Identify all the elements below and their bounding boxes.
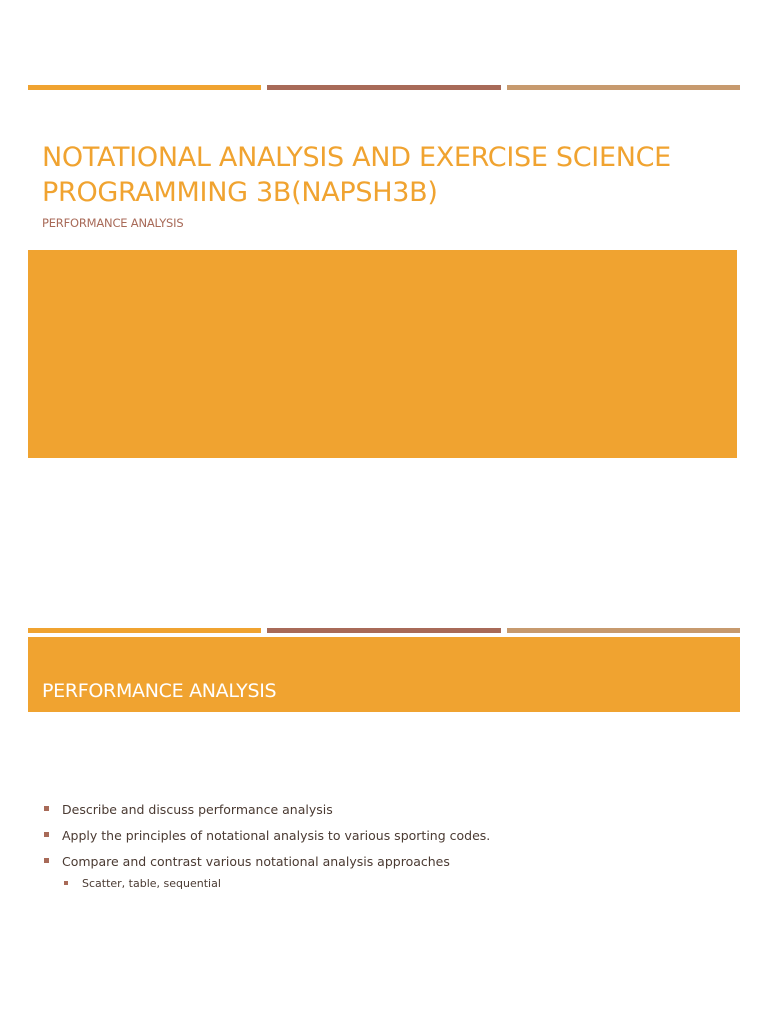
square-bullet-icon	[44, 806, 49, 811]
square-bullet-icon	[44, 858, 49, 863]
slide-title: NOTATIONAL ANALYSIS AND EXERCISE SCIENCE PROGRAMMING 3B(NAPSH3B)	[42, 142, 671, 208]
stripe-segment-brown	[267, 85, 500, 90]
header-band	[28, 637, 740, 712]
section-header-title: PERFORMANCE ANALYSIS	[42, 680, 277, 702]
sub-bullet-text: Scatter, table, sequential	[82, 877, 221, 890]
decorative-stripe-bar	[28, 628, 740, 633]
sub-list-item	[62, 876, 732, 891]
square-bullet-icon	[64, 881, 68, 885]
square-bullet-icon	[44, 832, 49, 837]
list-item	[42, 853, 732, 870]
bullet-text: Compare and contrast various notational analysis approaches	[62, 854, 450, 869]
stripe-segment-tan	[507, 85, 740, 90]
bullet-list	[42, 801, 732, 891]
stripe-segment-orange	[28, 628, 261, 633]
content-slide	[0, 560, 768, 1024]
stripe-segment-orange	[28, 85, 261, 90]
list-item	[42, 801, 732, 818]
stripe-segment-brown	[267, 628, 500, 633]
list-item	[42, 827, 732, 844]
stripe-segment-tan	[507, 628, 740, 633]
bullet-text: Describe and discuss performance analysis	[62, 802, 333, 817]
slide-subtitle: PERFORMANCE ANALYSIS	[42, 216, 184, 230]
decorative-stripe-bar	[28, 85, 740, 90]
decorative-orange-panel	[28, 250, 737, 458]
bullet-text: Apply the principles of notational analysis to various sporting codes.	[62, 828, 491, 843]
